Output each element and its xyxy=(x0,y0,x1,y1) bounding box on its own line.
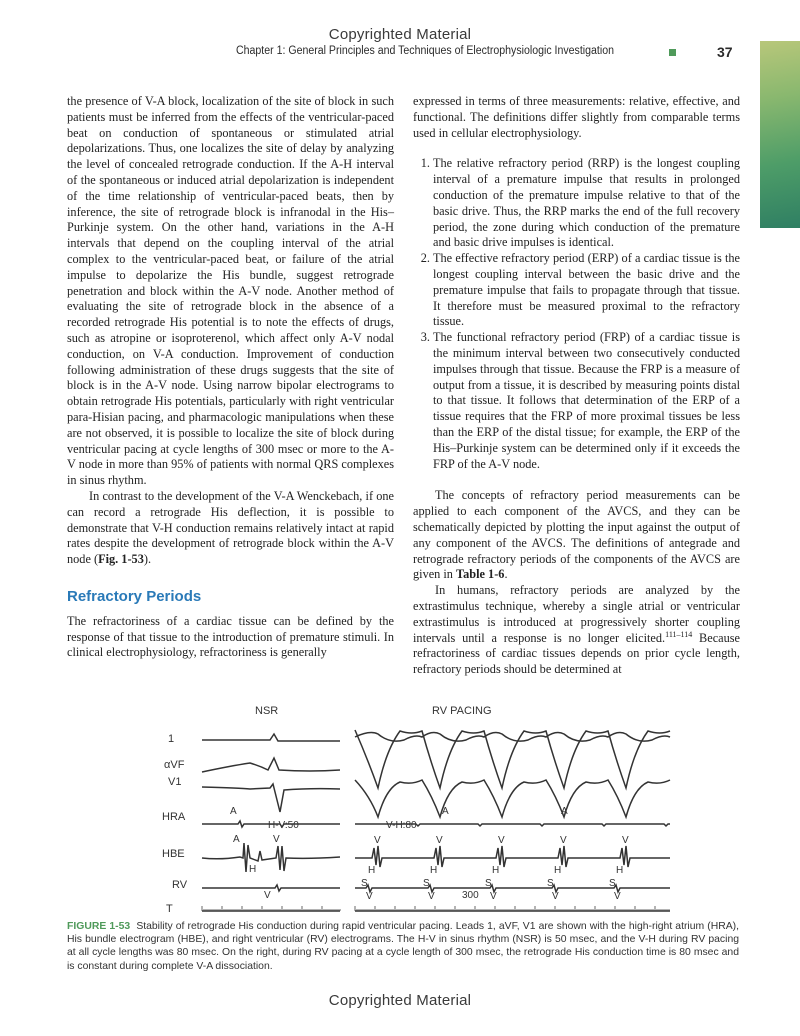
lead-label-rv: RV xyxy=(172,879,188,891)
header-square-marker xyxy=(669,49,676,56)
panel-title-rv-pacing: RV PACING xyxy=(432,705,492,717)
annotation-s: S xyxy=(485,878,492,889)
panel-title-nsr: NSR xyxy=(255,705,279,717)
citation-superscript[interactable]: 111–114 xyxy=(665,629,693,639)
annotation-cycle-length: 300 xyxy=(462,890,479,901)
annotation-s: S xyxy=(609,878,616,889)
list-item: 3. The functional refractory period (FRP) of a cardiac tissue is the minimum interval between two consecutively conducted impulses through that tissue. Because the FRP is a measure of output from a tissue, it is described by measuring points distal to that tissue. It follows that determination of the ERP of a tissue requires that the FRP of more proximal tissues be less than the ERP of the distal tissue; for example, the ERP of the His–Purkinje system can be determined only if it exceeds the FRP of the A-V node. xyxy=(433,330,740,472)
paragraph-text: Because refractoriness of cardiac tissues depends on prior cycle length, refractory periods should be determined at xyxy=(413,630,740,677)
lead-label-v1: V1 xyxy=(168,776,182,788)
left-column xyxy=(67,94,394,661)
paragraph-text: The concepts of refractory period measurements can be applied to each component of the AVCS, and they can be schematically depicted by plotting the input against the output of any component of the AVCS. The definitions of antegrade and retrograde refractory periods of the components of the AVCS are given in xyxy=(413,488,740,582)
annotation-h: H xyxy=(249,864,257,875)
annotation-s: S xyxy=(423,878,430,889)
annotation-a: A xyxy=(561,806,568,817)
copyright-watermark-top: Copyrighted Material xyxy=(328,26,472,43)
trace-rv-rv-pacing xyxy=(355,885,670,892)
trace-lead-v1-nsr xyxy=(202,784,340,812)
annotation-a: A xyxy=(233,834,240,845)
body-paragraph: expressed in terms of three measurements: relative, effective, and functional. The definitions differ slightly from comparable terms used in cellular electrophysiology. xyxy=(413,94,740,140)
annotation-h: H xyxy=(430,865,438,876)
annotation-h: H xyxy=(554,865,562,876)
paragraph-text: In humans, refractory periods are analyzed by the extrastimulus technique, whereby a single atrial or ventricular extrastimulus is introduced at progressively shorter coupling intervals until a response is no longer elicited. xyxy=(413,583,740,645)
annotation-a: A xyxy=(230,806,237,817)
trace-lead-avf-rv-pacing xyxy=(355,730,670,788)
section-heading: Refractory Periods xyxy=(67,587,202,605)
right-column xyxy=(413,94,740,678)
figure-label: FIGURE 1-53 xyxy=(67,921,131,932)
annotation-v: V xyxy=(498,835,505,846)
ecg-figure-svg xyxy=(160,700,740,915)
trace-lead-v1-rv-pacing xyxy=(355,780,670,817)
list-item: 1. The relative refractory period (RRP) is the longest coupling interval of a premature impulse that results in prolonged conduction of the premature impulse relative to that of the basic drive. Thus, the RRP marks the end of the full recovery period, the zone during which conduction of the premature and basic drive impulses is identical. xyxy=(433,156,740,251)
lead-label-avf: αVF xyxy=(164,759,185,771)
annotation-v: V xyxy=(366,891,373,902)
annotation-s: S xyxy=(547,878,554,889)
annotation-v: V xyxy=(273,834,280,845)
chapter-thumb-tab xyxy=(760,41,800,228)
lead-label-t: T xyxy=(166,903,173,915)
annotation-v: V xyxy=(560,835,567,846)
annotation-s: S xyxy=(361,878,368,889)
paragraph-text: . xyxy=(504,567,508,582)
trace-lead-avf-nsr xyxy=(202,758,340,772)
annotation-v: V xyxy=(436,835,443,846)
annotation-hv-interval: H-V:50 xyxy=(268,820,299,831)
body-paragraph: The refractoriness of a cardiac tissue can be defined by the response of that tissue to the introduction of premature stimuli. In clinical electrophysiology, refractoriness is generally xyxy=(67,613,394,660)
annotation-h: H xyxy=(368,865,376,876)
trace-lead-1-nsr xyxy=(202,734,340,741)
annotation-vh-interval: V-H:80 xyxy=(386,820,417,831)
table-reference-link[interactable]: Table 1-6 xyxy=(456,567,505,582)
trace-lead-1-rv-pacing xyxy=(355,733,670,742)
annotation-h: H xyxy=(492,865,500,876)
trace-hbe-rv-pacing xyxy=(355,846,670,867)
annotation-v: V xyxy=(428,891,435,902)
annotation-v: V xyxy=(622,835,629,846)
annotation-v: V xyxy=(614,891,621,902)
figure-1-53-ecg-tracings xyxy=(160,700,740,915)
figure-caption xyxy=(67,920,739,973)
trace-hbe-nsr xyxy=(202,843,340,872)
body-paragraph xyxy=(67,489,394,568)
lead-label-hbe: HBE xyxy=(162,848,185,860)
body-paragraph: the presence of V-A block, localization of the site of block in such patients must be inferred from the effects of the ventricular-paced beat on conduction of spontaneous or stimulated atrial depolarizations. Thus, one localizes the site of delay by analyzing the level of concealed retrograde conduction. If the A-H interval of the spontaneous or induced atrial depolarization is independent of the time relationship of ventricular-paced beats, then by inference, the site of retrograde block is infranodal in the His–Purkinje system. On the other hand, variations in the A-H intervals that depend on the coupling interval of the atrial complex to the ventricular-paced beat, or failure of the atrial impulse to depolarize the His bundle, suggest retrograde penetration and block within the A-V node. Another method of evaluating the site of retrograde block in the absence of a recorded retrograde His potential is to note the effects of drugs, such as atropine or isoproterenol, which affect only A-V nodal conduction, on V-A conduction. Improvement of conduction following administration of these drugs suggests that the site of block is in the A-V node. Using narrow bipolar electrograms to obtain retrograde His potentials, particularly with right ventricular para-Hisian pacing, and pharmacologic manipulations when these are not observed, it is possible to localize the site of block during ventricular pacing at cycle lengths of 300 msec or more to the A-V node in more than 95% of patients with normal QRS complexes in sinus rhythm. xyxy=(67,94,394,488)
annotation-v: V xyxy=(264,890,271,901)
running-head: Chapter 1: General Principles and Techniques of Electrophysiologic Investigation xyxy=(236,45,614,57)
copyright-watermark-bottom: Copyrighted Material xyxy=(328,992,472,1009)
caption-text: Stability of retrograde His conduction during rapid ventricular pacing. Leads 1, aVF, V1 are shown with the high-right atrium (HRA), His bundle electrogram (HBE), and right ventricular (RV) electrograms. The H-V in sinus rhythm (NSR) is 50 msec, and the V-H during RV pacing at all cycle lengths was 80 msec. On the right, during RV pacing at a cycle length of 300 msec, the retrograde His conduction time is 80 msec and is constant during complete V-A dissociation. xyxy=(67,921,739,972)
body-paragraph xyxy=(413,488,740,583)
definitions-list xyxy=(413,156,740,472)
lead-label-1: 1 xyxy=(168,733,175,745)
paragraph-text: In contrast to the development of the V-A Wenckebach, if one can record a retrograde His deflection, it is possible to demonstrate that V-H conduction remains relatively intact at rapid rates despite the development of retrograde block within the A-V node ( xyxy=(67,488,394,567)
annotation-v: V xyxy=(374,835,381,846)
page-number: 37 xyxy=(717,44,733,60)
annotation-h: H xyxy=(616,865,624,876)
paragraph-text: ). xyxy=(143,552,152,567)
list-item: 2. The effective refractory period (ERP) of a cardiac tissue is the longest coupling interval between the basic drive and the premature impulse that fails to propagate through that tissue. It therefore must be measured proximal to the refractory tissue. xyxy=(433,251,740,330)
annotation-v: V xyxy=(490,891,497,902)
annotation-v: V xyxy=(552,891,559,902)
figure-reference-link[interactable]: Fig. 1-53 xyxy=(98,552,144,567)
body-paragraph xyxy=(413,583,740,678)
lead-label-hra: HRA xyxy=(162,811,186,823)
annotation-a: A xyxy=(442,806,449,817)
trace-rv-nsr xyxy=(202,885,340,891)
